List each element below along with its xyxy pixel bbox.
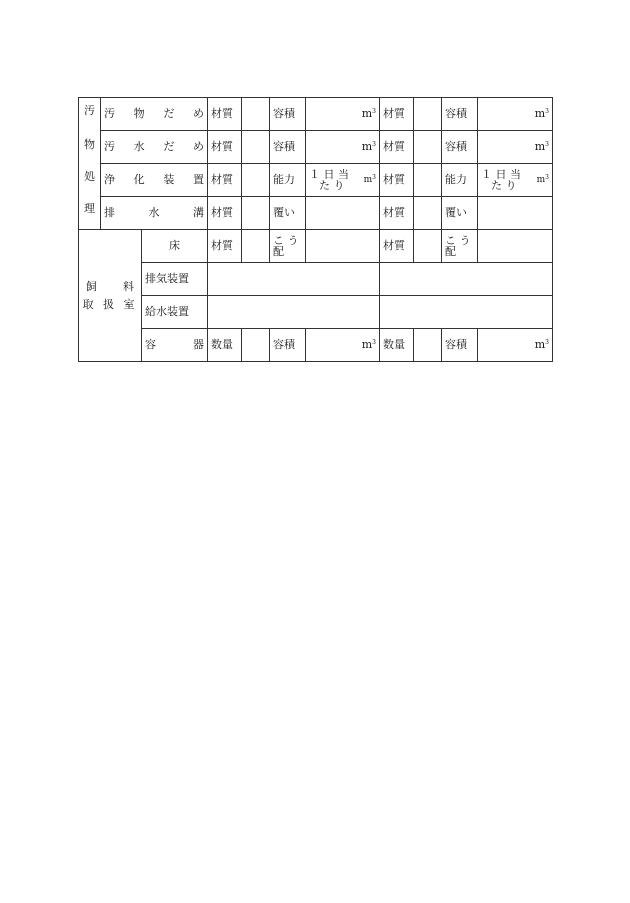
material-label: 材質 [380, 164, 414, 197]
material-label: 材質 [208, 164, 242, 197]
label-purifier: 浄 化 装 置 [101, 164, 208, 197]
facility-form-table [78, 97, 553, 362]
material-value[interactable] [414, 98, 442, 131]
quantity-label: 数量 [380, 329, 414, 362]
cover-label: 覆い [270, 197, 306, 230]
material-label: 材質 [380, 230, 414, 263]
material-label: 材質 [380, 131, 414, 164]
label-water-supply: 給水装置 [142, 296, 208, 329]
volume-label: 容積 [442, 329, 478, 362]
volume-value[interactable]: $m^3$ [306, 131, 380, 164]
row-drain [79, 197, 553, 230]
cover-value[interactable] [306, 197, 380, 230]
slope-value[interactable] [478, 230, 553, 263]
row-waste-tank [79, 98, 553, 131]
volume-value[interactable]: $m^3$ [478, 131, 553, 164]
material-value[interactable] [242, 197, 270, 230]
material-label: 材質 [208, 230, 242, 263]
material-value[interactable] [242, 131, 270, 164]
label-drain: 排 水 溝 [101, 197, 208, 230]
capacity-label: 能力 [442, 164, 478, 197]
row-sewage-tank [79, 131, 553, 164]
label-sewage-tank: 汚 水 だ め [101, 131, 208, 164]
water-supply-value[interactable] [380, 296, 553, 329]
material-value[interactable] [242, 230, 270, 263]
material-value[interactable] [414, 131, 442, 164]
label-container: 容 器 [142, 329, 208, 362]
quantity-value[interactable] [242, 329, 270, 362]
material-label: 材質 [380, 197, 414, 230]
sewage-heading: 汚 物 処 理 [79, 98, 101, 230]
quantity-value[interactable] [414, 329, 442, 362]
label-exhaust: 排気装置 [142, 263, 208, 296]
volume-value[interactable]: $m^3$ [306, 329, 380, 362]
row-container [79, 329, 553, 362]
volume-label: 容積 [442, 98, 478, 131]
feed-room-heading: 飼 料 取 扱 室 [79, 230, 142, 362]
volume-label: 容積 [270, 131, 306, 164]
cover-label: 覆い [442, 197, 478, 230]
material-value[interactable] [414, 230, 442, 263]
volume-value[interactable]: $m^3$ [478, 98, 553, 131]
volume-label: 容積 [442, 131, 478, 164]
slope-value[interactable] [306, 230, 380, 263]
row-exhaust [79, 263, 553, 296]
label-floor: 床 [142, 230, 208, 263]
material-label: 材質 [208, 98, 242, 131]
material-label: 材質 [208, 131, 242, 164]
material-value[interactable] [414, 164, 442, 197]
slope-label: こ う 配 [442, 230, 478, 263]
volume-label: 容積 [270, 98, 306, 131]
row-water-supply [79, 296, 553, 329]
volume-value[interactable]: $m^3$ [478, 329, 553, 362]
row-floor [79, 230, 553, 263]
material-value[interactable] [242, 164, 270, 197]
material-label: 材質 [208, 197, 242, 230]
slope-label: こ う 配 [270, 230, 306, 263]
volume-value[interactable]: $m^3$ [306, 98, 380, 131]
capacity-label: 能力 [270, 164, 306, 197]
capacity-value[interactable]: １ 日 当 た り $m^3$ [478, 164, 553, 197]
capacity-value[interactable]: １ 日 当 た り $m^3$ [306, 164, 380, 197]
exhaust-value[interactable] [380, 263, 553, 296]
water-supply-value[interactable] [208, 296, 380, 329]
material-value[interactable] [242, 98, 270, 131]
exhaust-value[interactable] [208, 263, 380, 296]
label-waste-tank: 汚 物 だ め [101, 98, 208, 131]
quantity-label: 数量 [208, 329, 242, 362]
material-value[interactable] [414, 197, 442, 230]
row-purifier [79, 164, 553, 197]
volume-label: 容積 [270, 329, 306, 362]
material-label: 材質 [380, 98, 414, 131]
cover-value[interactable] [478, 197, 553, 230]
